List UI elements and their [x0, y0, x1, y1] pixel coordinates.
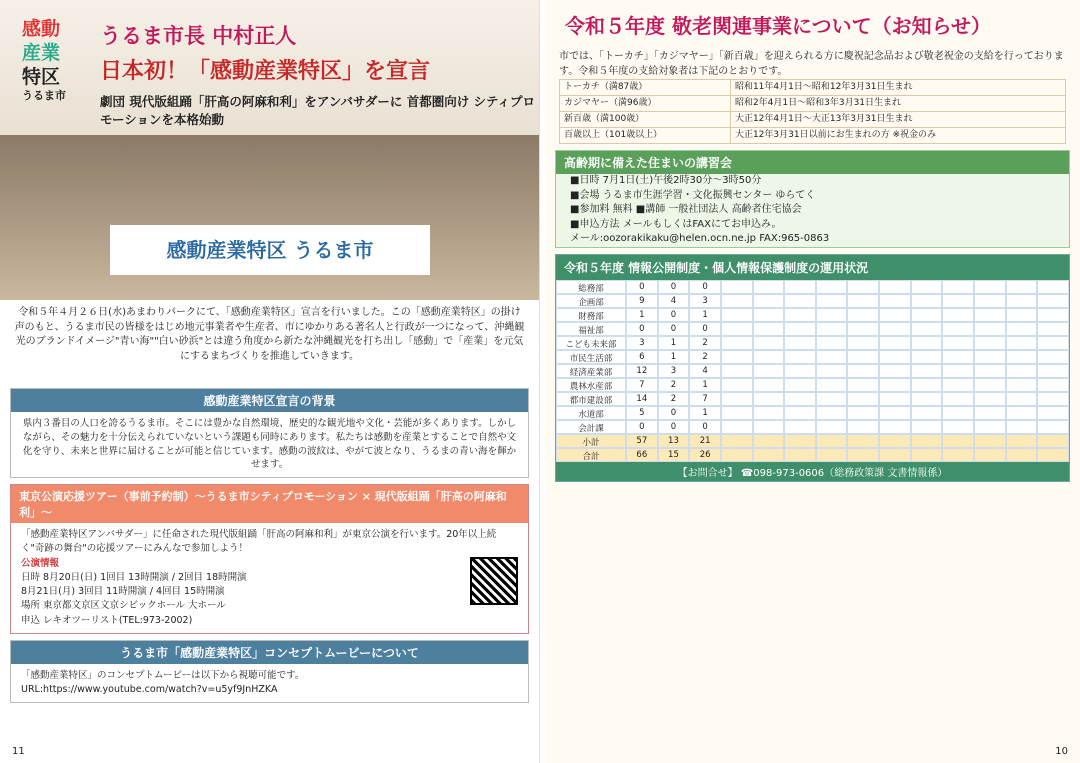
table-cell — [721, 448, 753, 462]
table-cell — [879, 322, 911, 336]
table-cell: 0 — [626, 280, 658, 294]
group-photo: 感動産業特区 うるま市 — [0, 135, 540, 300]
table-cell — [974, 378, 1006, 392]
table-cell — [974, 420, 1006, 434]
lecture-line: ■参加料 無料 ■講師 一般社団法人 高齢者住宅協会 — [570, 204, 802, 216]
table-cell — [879, 378, 911, 392]
table-cell — [721, 350, 753, 364]
table-cell — [753, 406, 785, 420]
table-cell — [911, 434, 943, 448]
table-cell — [879, 392, 911, 406]
table-cell — [911, 280, 943, 294]
table-cell — [879, 280, 911, 294]
table-cell: 企画部 — [556, 294, 626, 308]
table-cell: 3 — [658, 364, 690, 378]
table-cell — [1037, 448, 1069, 462]
table-cell — [816, 280, 848, 294]
table-cell — [879, 406, 911, 420]
table-cell — [816, 364, 848, 378]
table-cell — [847, 378, 879, 392]
table-cell: 7 — [689, 392, 721, 406]
table-cell — [911, 322, 943, 336]
table-cell — [942, 364, 974, 378]
table-cell: 1 — [689, 378, 721, 392]
table-cell — [879, 336, 911, 350]
table-cell: 0 — [626, 322, 658, 336]
table-cell — [784, 364, 816, 378]
table-cell — [942, 448, 974, 462]
table-cell — [847, 448, 879, 462]
table-cell — [784, 322, 816, 336]
table-cell — [753, 350, 785, 364]
table-cell — [974, 322, 1006, 336]
table-cell — [784, 308, 816, 322]
table-cell — [942, 378, 974, 392]
table-cell: 13 — [658, 434, 690, 448]
table-cell — [879, 434, 911, 448]
table-cell — [942, 280, 974, 294]
table-cell — [911, 420, 943, 434]
table-cell: 1 — [658, 336, 690, 350]
table-cell: 1 — [626, 308, 658, 322]
keirou-table — [559, 79, 1066, 144]
table-row: 新百歳（満100歳） 大正12年4月1日～大正13年3月31日生まれ — [560, 112, 1066, 128]
table-cell — [974, 308, 1006, 322]
table-cell — [974, 336, 1006, 350]
table-cell — [911, 406, 943, 420]
table-row: カジマヤー（満96歳） 昭和2年4月1日～昭和3年3月31日生まれ — [560, 96, 1066, 112]
table-cell — [721, 336, 753, 350]
table-cell — [974, 392, 1006, 406]
table-cell: 26 — [689, 448, 721, 462]
table-cell — [911, 336, 943, 350]
table-cell — [816, 434, 848, 448]
table-cell — [974, 280, 1006, 294]
table-cell — [847, 434, 879, 448]
table-cell: 57 — [626, 434, 658, 448]
table-cell — [942, 434, 974, 448]
table-row: 百歳以上（101歳以上） 大正12年3月31日以前にお生まれの方 ※祝金のみ — [560, 128, 1066, 144]
table-cell — [1006, 392, 1038, 406]
table-cell — [753, 364, 785, 378]
table-cell: 0 — [658, 420, 690, 434]
table-cell — [753, 280, 785, 294]
table-cell — [847, 322, 879, 336]
table-cell — [847, 392, 879, 406]
table-cell — [784, 378, 816, 392]
table-cell — [1006, 322, 1038, 336]
table-cell: 都市建設部 — [556, 392, 626, 406]
table-cell: 3 — [626, 336, 658, 350]
table-cell — [784, 294, 816, 308]
table-cell — [784, 392, 816, 406]
title: 令和５年度 敬老関連事業について（お知らせ） — [565, 14, 991, 38]
table-cell — [879, 364, 911, 378]
table-cell: 15 — [658, 448, 690, 462]
table-cell — [847, 406, 879, 420]
table-cell: 5 — [626, 406, 658, 420]
table-cell: こども未来部 — [556, 336, 626, 350]
table-cell — [721, 392, 753, 406]
table-cell — [816, 350, 848, 364]
table-cell: 0 — [689, 280, 721, 294]
table-cell — [1006, 364, 1038, 378]
table-cell — [942, 294, 974, 308]
table-cell — [911, 392, 943, 406]
table-cell — [1006, 434, 1038, 448]
table-cell — [721, 378, 753, 392]
table-cell — [1006, 406, 1038, 420]
table-cell: 0 — [658, 308, 690, 322]
table-cell — [974, 294, 1006, 308]
table-cell — [721, 364, 753, 378]
table-cell — [784, 448, 816, 462]
table-cell: 0 — [658, 406, 690, 420]
table-cell — [911, 448, 943, 462]
table-cell: 4 — [689, 364, 721, 378]
table-cell: 福祉部 — [556, 322, 626, 336]
table-cell — [974, 364, 1006, 378]
table-cell: 7 — [626, 378, 658, 392]
table-cell: 合計 — [556, 448, 626, 462]
table-cell: 3 — [689, 294, 721, 308]
table-cell — [911, 294, 943, 308]
table-cell — [1037, 406, 1069, 420]
table-cell — [1037, 420, 1069, 434]
table-cell — [879, 308, 911, 322]
table-cell: 0 — [689, 322, 721, 336]
intro: 令和５年４月２６日(水)あまわりパークにて、「感動産業特区」宣言を行いました。この「感動産業特区」の掛け声のもと、うるま市民の皆様をはじめ地元事業者や生産者、市にゆかりある著名人と行政が一つになって、沖縄観光のブランドイメージ"青い海""白い砂浜"とは違う角度から新たな沖縄観光を打ち出し「感動」で「産業」を元気にするまちづくりを推進していきます。 — [14, 307, 525, 362]
table-cell: 12 — [626, 364, 658, 378]
table-cell: 0 — [626, 420, 658, 434]
lecture-line: ■日時 7月1日(土)午後2時30分～3時50分 — [570, 175, 762, 187]
table-cell: 経済産業部 — [556, 364, 626, 378]
table-cell — [1037, 336, 1069, 350]
table-cell — [753, 336, 785, 350]
table-cell — [942, 308, 974, 322]
table-cell — [847, 420, 879, 434]
table-cell — [847, 364, 879, 378]
table-cell — [721, 434, 753, 448]
table-cell — [1037, 280, 1069, 294]
table-cell — [1037, 322, 1069, 336]
table-cell — [721, 322, 753, 336]
table-cell: 2 — [689, 336, 721, 350]
table-cell — [1037, 392, 1069, 406]
table-cell — [1037, 350, 1069, 364]
table-cell: 0 — [658, 322, 690, 336]
table-cell — [974, 448, 1006, 462]
table-cell — [942, 420, 974, 434]
lecture-line: ■申込方法 メールもしくはFAXにてお申込み。 — [570, 218, 782, 230]
table-cell — [974, 434, 1006, 448]
table-cell — [942, 350, 974, 364]
table-cell — [784, 434, 816, 448]
table-cell — [1006, 308, 1038, 322]
table-cell: 6 — [626, 350, 658, 364]
lecture-line: メール:oozorakikaku@helen.ocn.ne.jp FAX:965-0863 — [570, 233, 830, 245]
table-cell — [721, 420, 753, 434]
table-cell: 農林水産部 — [556, 378, 626, 392]
table-cell — [816, 406, 848, 420]
table-cell — [974, 406, 1006, 420]
table-cell — [1006, 350, 1038, 364]
table-cell — [721, 280, 753, 294]
table-cell: 会計課 — [556, 420, 626, 434]
table-cell — [753, 434, 785, 448]
table-cell: 総務部 — [556, 280, 626, 294]
table-cell — [784, 336, 816, 350]
table-cell — [911, 378, 943, 392]
table-cell: 1 — [689, 406, 721, 420]
table-cell — [784, 350, 816, 364]
table-cell — [879, 294, 911, 308]
table-cell — [911, 350, 943, 364]
table-cell: 財務部 — [556, 308, 626, 322]
table-cell — [816, 308, 848, 322]
table-cell — [1006, 420, 1038, 434]
table-cell — [753, 448, 785, 462]
table-cell — [847, 280, 879, 294]
disclosure-table — [556, 280, 1069, 462]
table-cell — [911, 364, 943, 378]
logo: 感動 産業 特区 うるま市 — [22, 18, 66, 103]
table-cell: 0 — [689, 420, 721, 434]
table-cell — [942, 406, 974, 420]
table-cell: 1 — [689, 308, 721, 322]
table-cell — [816, 420, 848, 434]
table-cell — [1006, 336, 1038, 350]
table-cell — [753, 322, 785, 336]
table-cell — [942, 322, 974, 336]
table-cell — [1037, 308, 1069, 322]
table-cell — [753, 378, 785, 392]
table-cell — [816, 378, 848, 392]
table-cell: 市民生活部 — [556, 350, 626, 364]
right-page: 令和５年度 敬老関連事業について（お知らせ） 市では、「トーカチ」「カジマヤー」「新百歳」を迎えられる方に慶祝記念品および敬老祝金の支給を行っております。令和５年度の支給対象者は下記のとおりです。 トーカチ（満87歳） 昭和11年4月1日～昭和12年3月31日生まれ カジマヤー（満96歳） 昭和2年4月1日～昭和3年3月31日生まれ 新百歳（満100歳） 大正12年4月1日～大正13年3月31日生まれ 百歳以上（101歳以上） 大正12年3月31日以前にお生まれの方 ※祝金のみ 高齢期に備えた住まいの講習会 ■日時 7月1日(土)午後2時30分～3時50分 ■会場 うるま市生涯学習・文化振興センター ゆらてく ■参加料 無料 ■講師 一般社団法人 高齢者住宅協会 ■申込方法 メールもしくはFAXにてお申込み。 メール:oozorakikaku@helen.ocn.ne.jp FAX:965-0863 令和５年度 情報公開制度・個人情報保護制度の運用状況 総務部 0 0 0 企画部 9 4 3 財務部 1 0 1 福祉部 0 0 0 こども未来部 3 1 2 市民生活部 6 1 2 経済産業部 12 3 4 農林水産部 7 2 1 都市建設部 14 2 7 水道部 5 0 1 会計課 0 0 0 小計 57 13 21 合計 66 15 26 【お問合せ】 ☎098-973-0606（総務政策課 文書情報係） 10 — [545, 0, 1080, 763]
table-cell — [816, 294, 848, 308]
table-cell — [1037, 434, 1069, 448]
table-cell: 14 — [626, 392, 658, 406]
table-cell — [942, 392, 974, 406]
table-cell — [879, 350, 911, 364]
table-cell — [974, 350, 1006, 364]
table-cell — [847, 308, 879, 322]
table-cell: 0 — [658, 280, 690, 294]
table-cell — [1006, 378, 1038, 392]
table-cell: 4 — [658, 294, 690, 308]
table-cell — [721, 308, 753, 322]
qr-code[interactable] — [470, 557, 518, 605]
table-cell: 21 — [689, 434, 721, 448]
table-cell — [753, 392, 785, 406]
lecture-line: ■会場 うるま市生涯学習・文化振興センター ゆらてく — [570, 189, 816, 201]
table-cell — [753, 294, 785, 308]
table-cell — [1037, 378, 1069, 392]
table-cell — [784, 406, 816, 420]
left-page: 感動 産業 特区 うるま市 うるま市長 中村正人 日本初！「感動産業特区」を宣言 劇団 現代版組踊「肝高の阿麻和利」をアンバサダーに 首都圏向け シティプロモーションを本格始動 感動産業特区 うるま市 令和５年４月２６日(水)あまわりパークにて、「感動産業特区」宣言を行いました。この「感動産業特区」の掛け声のもと、うるま市民の皆様をはじめ地元事業者や生産者、市にゆかりある著名人と行政が一つになって、沖縄観光のブランドイメージ"青い海""白い砂浜"とは違う角度から新たな沖縄観光を打ち出し「感動」で「産業」を元気にするまちづくりを推進していきます。 感動産業特区宣言の背景 県内３番目の人口を誇るうるま市。そこには豊かな自然環境、歴史的な観光地や文化・芸能が多くあります。しかしながら、その魅力を十分伝えられていないという課題も同時にあります。私たちは感動を産業とすることで自然や文化を守り、未来と世界に届けることが可能と信じています。感動の波紋は、やがて波となり、うるまの青い海を輝かせます。 東京公演応援ツアー（事前予約制）～うるま市シティプロモーション × 現代版組踊「肝高の阿麻和利」～ 「感動産業特区アンバサダー」に任命された現代版組踊「肝高の阿麻和利」が東京公演を行います。20年以上続く"奇跡の舞台"の応援ツアーにみんなで参加しよう！ 公演情報 日時 8月20日(日) 1回目 13時開演 / 2回目 18時開演 8月21日(月) 3回目 11時開演 / 4回目 15時開演 場所 東京都文京区文京シビックホール 大ホール 申込 レキオツーリスト(TEL:973-2002) うるま市「感動産業特区」コンセプトムービーについて 「感動産業特区」のコンセプトムービーは以下から視聴可能です。 URL:https://www.youtube.com/watch?v=u5yf9JnHZKA 11 — [0, 0, 540, 763]
header: 感動 産業 特区 うるま市 うるま市長 中村正人 日本初！「感動産業特区」を宣言 劇団 現代版組踊「肝高の阿麻和利」をアンバサダーに 首都圏向け シティプロモーションを本格始動 感動産業特区 うるま市 — [0, 0, 539, 300]
table-cell — [1037, 364, 1069, 378]
table-cell — [784, 280, 816, 294]
table-cell — [879, 420, 911, 434]
table-cell — [816, 336, 848, 350]
table-cell — [721, 294, 753, 308]
table-cell — [911, 308, 943, 322]
table-cell: 2 — [658, 392, 690, 406]
table-cell: 小計 — [556, 434, 626, 448]
table-cell — [1006, 294, 1038, 308]
table-cell — [784, 420, 816, 434]
table-cell — [942, 336, 974, 350]
table-cell — [816, 448, 848, 462]
table-cell — [753, 308, 785, 322]
table-cell: 1 — [658, 350, 690, 364]
table-cell: 9 — [626, 294, 658, 308]
youtube-link[interactable]: URL:https://www.youtube.com/watch?v=u5yf9JnHZKA — [21, 684, 278, 696]
table-cell — [721, 406, 753, 420]
table-cell: 2 — [658, 378, 690, 392]
table-cell — [816, 392, 848, 406]
title: うるま市長 中村正人 — [100, 24, 297, 48]
table-cell — [847, 336, 879, 350]
table-cell — [847, 294, 879, 308]
table-cell — [879, 448, 911, 462]
table-cell — [753, 420, 785, 434]
table-row: トーカチ（満87歳） 昭和11年4月1日～昭和12年3月31日生まれ — [560, 80, 1066, 96]
table-cell — [1006, 448, 1038, 462]
table-cell — [1006, 280, 1038, 294]
table-cell — [816, 322, 848, 336]
table-cell: 66 — [626, 448, 658, 462]
table-cell — [1037, 294, 1069, 308]
table-cell: 水道部 — [556, 406, 626, 420]
table-cell — [847, 350, 879, 364]
table-cell: 2 — [689, 350, 721, 364]
